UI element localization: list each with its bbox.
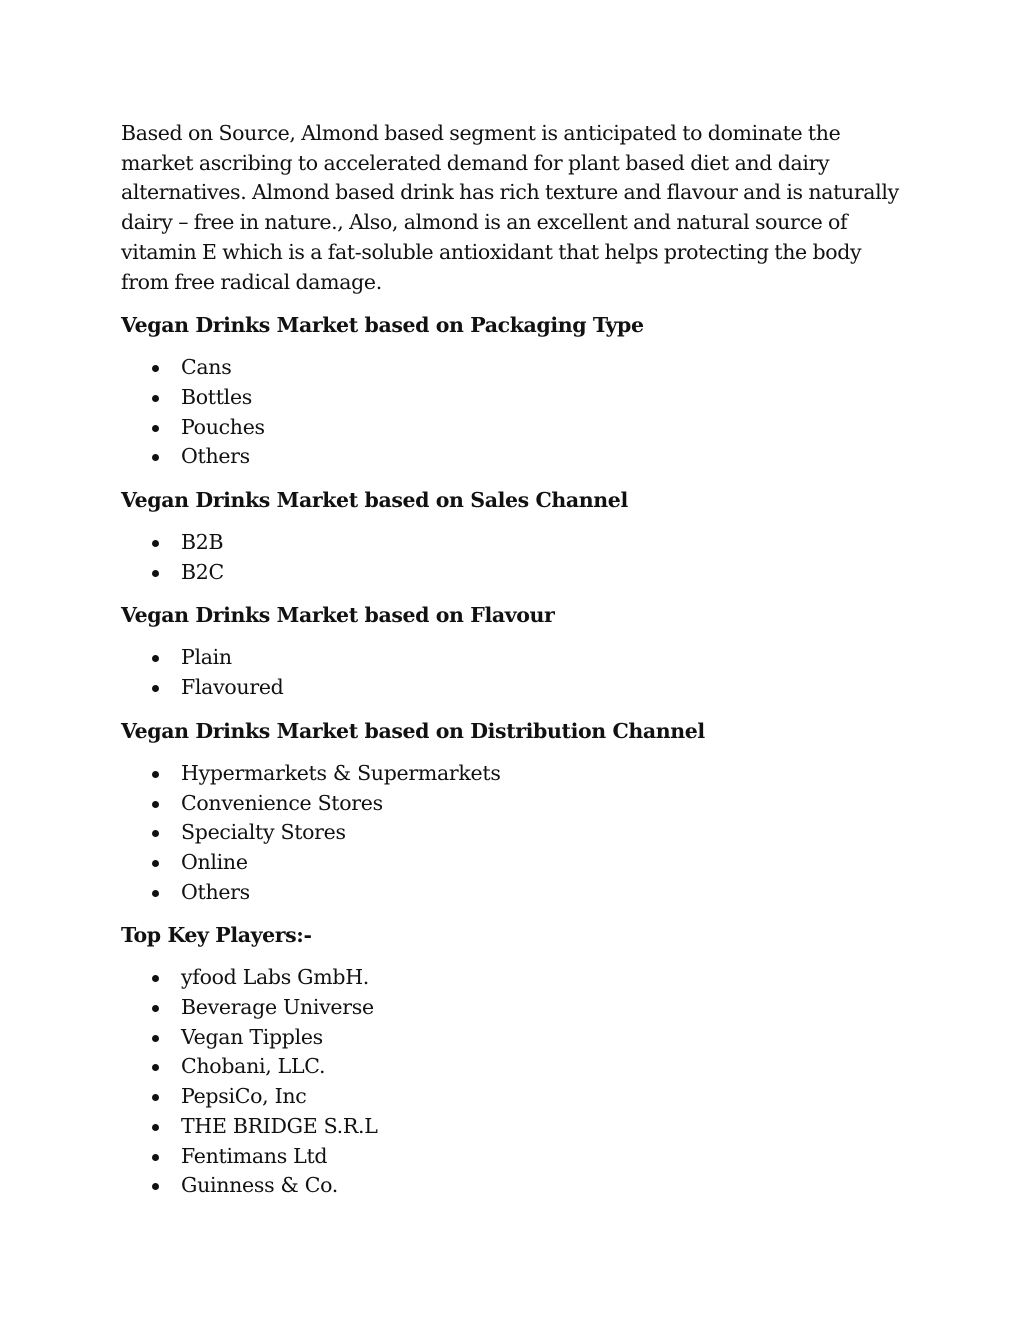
list-item: Convenience Stores — [121, 789, 911, 819]
list-item: Pouches — [121, 413, 911, 443]
section-heading-top-key-players: Top Key Players:- — [121, 923, 312, 948]
bullet-icon — [152, 1124, 159, 1131]
bullet-icon — [152, 1064, 159, 1071]
bullet-icon — [152, 425, 159, 432]
bullet-icon — [152, 801, 159, 808]
bullet-icon — [152, 860, 159, 867]
bullet-icon — [152, 365, 159, 372]
bullet-icon — [152, 1005, 159, 1012]
list-item: Online — [121, 848, 911, 878]
bullet-icon — [152, 1035, 159, 1042]
bullet-icon — [152, 890, 159, 897]
list-item: Chobani, LLC. — [121, 1052, 911, 1082]
sales-channel-list — [121, 528, 911, 587]
list-item: Bottles — [121, 383, 911, 413]
bullet-icon — [152, 1094, 159, 1101]
bullet-icon — [152, 975, 159, 982]
section-heading-packaging-type: Vegan Drinks Market based on Packaging Type — [121, 313, 644, 338]
bullet-icon — [152, 1154, 159, 1161]
bullet-icon — [152, 540, 159, 547]
bullet-icon — [152, 1183, 159, 1190]
list-item: Guinness & Co. — [121, 1171, 911, 1201]
top-key-players-list — [121, 963, 911, 1201]
intro-paragraph: Based on Source, Almond based segment is anticipated to dominate the market ascribing to accelerated demand for plant based diet and dairy alternatives. Almond based drink has rich texture and flavour and is naturally dairy – free in nature., Also, almond is an excellent and natural source of vitamin E which is a fat-soluble antioxidant that helps protecting the body from free radical damage. — [121, 121, 899, 294]
list-item: B2B — [121, 528, 911, 558]
list-item: THE BRIDGE S.R.L — [121, 1112, 911, 1142]
list-item: PepsiCo, Inc — [121, 1082, 911, 1112]
list-item: Flavoured — [121, 673, 911, 703]
list-item: Others — [121, 878, 911, 908]
list-item: Vegan Tipples — [121, 1023, 911, 1053]
list-item: Cans — [121, 353, 911, 383]
packaging-type-list — [121, 353, 911, 472]
document-page — [121, 119, 911, 1201]
list-item: Others — [121, 442, 911, 472]
bullet-icon — [152, 771, 159, 778]
bullet-icon — [152, 395, 159, 402]
bullet-icon — [152, 655, 159, 662]
bullet-icon — [152, 570, 159, 577]
list-item: Beverage Universe — [121, 993, 911, 1023]
bullet-icon — [152, 830, 159, 837]
list-item: Hypermarkets & Supermarkets — [121, 759, 911, 789]
list-item: Fentimans Ltd — [121, 1142, 911, 1172]
bullet-icon — [152, 685, 159, 692]
distribution-channel-list — [121, 759, 911, 908]
list-item: yfood Labs GmbH. — [121, 963, 911, 993]
list-item: B2C — [121, 558, 911, 588]
list-item: Plain — [121, 643, 911, 673]
list-item: Specialty Stores — [121, 818, 911, 848]
flavour-list — [121, 643, 911, 702]
section-heading-distribution-channel: Vegan Drinks Market based on Distribution Channel — [121, 718, 705, 743]
section-heading-sales-channel: Vegan Drinks Market based on Sales Channel — [121, 488, 628, 513]
section-heading-flavour: Vegan Drinks Market based on Flavour — [121, 603, 555, 628]
bullet-icon — [152, 454, 159, 461]
